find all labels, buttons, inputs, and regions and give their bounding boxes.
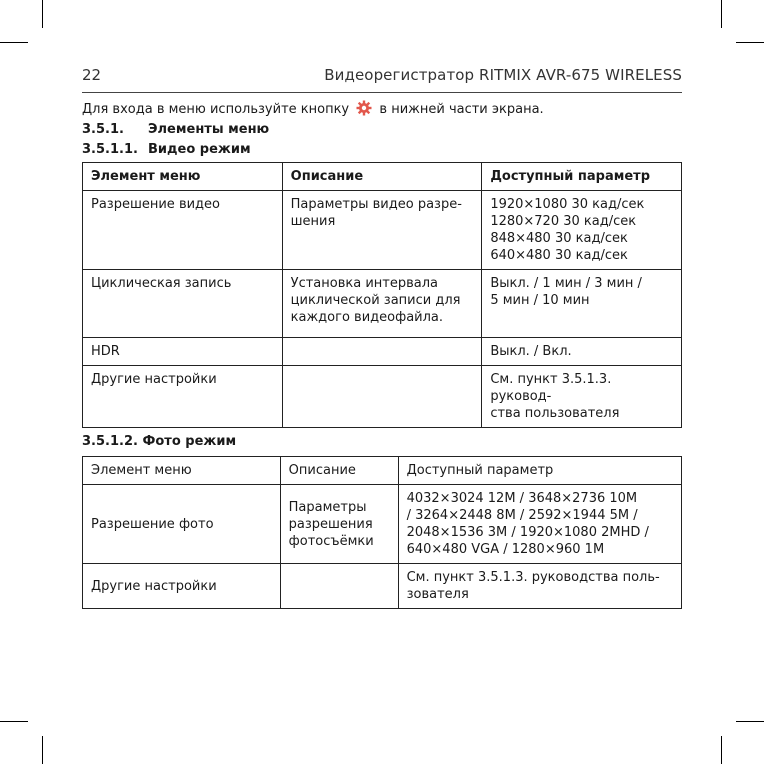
table-row xyxy=(83,338,682,366)
section-number: 3.5.1.1. xyxy=(82,142,138,157)
description-cell: Установка интервала циклической записи для каждого видеофайла. xyxy=(282,270,482,338)
parameter-line: Выкл. / 1 мин / 3 мин / xyxy=(490,276,642,291)
section-title: Элементы меню xyxy=(148,122,270,137)
column-header: Элемент меню xyxy=(83,163,283,191)
table-row xyxy=(83,270,682,338)
parameter-line: Выкл. / Вкл. xyxy=(490,344,572,359)
parameter-line: 848×480 30 кад/сек xyxy=(490,231,628,246)
description-line: Параметры xyxy=(288,499,367,515)
crop-mark-bottom-right-h xyxy=(736,721,764,722)
description-cell xyxy=(282,338,482,366)
crop-mark-bottom-left-h xyxy=(0,721,28,722)
menu-item-cell: Другие настройки xyxy=(83,564,281,609)
menu-item-cell: Циклическая запись xyxy=(83,270,283,338)
menu-item-cell: HDR xyxy=(83,338,283,366)
table-row xyxy=(83,564,682,609)
parameter-line: 5 мин / 10 мин xyxy=(490,293,590,308)
video-mode-table xyxy=(82,162,682,428)
parameter-line: См. пункт 3.5.1.3. руководства поль- xyxy=(406,570,660,585)
section-heading-3-5-1-2: 3.5.1.2. Фото режим xyxy=(82,434,237,449)
intro-text xyxy=(82,100,544,117)
parameter-line: зователя xyxy=(406,587,469,602)
section-number: 3.5.1. xyxy=(82,122,124,137)
parameter-line: 1280×720 30 кад/сек xyxy=(490,214,637,229)
crop-mark-top-left-v xyxy=(42,0,43,28)
parameter-line: 1920×1080 30 кад/сек xyxy=(490,197,645,212)
parameter-line: 2048×1536 3M / 1920×1080 2MHD / xyxy=(406,525,649,540)
parameter-cell xyxy=(482,191,682,270)
description-cell: Параметры видео разре- шения xyxy=(282,191,482,270)
crop-mark-bottom-left-v xyxy=(42,736,43,764)
crop-mark-top-left-h xyxy=(0,42,28,43)
parameter-line: ства пользователя xyxy=(490,406,620,421)
description-line: фотосъёмки xyxy=(288,533,374,549)
crop-mark-bottom-right-v xyxy=(721,736,722,764)
column-header: Элемент меню xyxy=(83,457,281,485)
parameter-cell xyxy=(482,338,682,366)
parameter-cell xyxy=(398,564,681,609)
description-cell xyxy=(282,366,482,428)
table-header-row xyxy=(83,457,682,485)
menu-item-cell: Другие настройки xyxy=(83,366,283,428)
parameter-line: / 3264×2448 8M / 2592×1944 5M / xyxy=(406,508,638,523)
table-row xyxy=(83,366,682,428)
menu-item-cell: Разрешение видео xyxy=(83,191,283,270)
table-row xyxy=(83,191,682,270)
crop-mark-top-right-v xyxy=(721,0,722,28)
parameter-line: 640×480 30 кад/сек xyxy=(490,248,628,263)
menu-item-cell: Разрешение фото xyxy=(83,485,281,564)
section-heading-3-5-1 xyxy=(82,122,269,137)
intro-before: Для входа в меню используйте кнопку xyxy=(82,102,350,117)
doc-title: Видеорегистратор RITMIX AVR-675 WIRELESS xyxy=(324,66,682,84)
section-heading-3-5-1-1 xyxy=(82,142,251,157)
description-line: разрешения xyxy=(288,516,373,532)
parameter-cell xyxy=(482,366,682,428)
column-header: Описание xyxy=(280,457,398,485)
column-header: Доступный параметр xyxy=(482,163,682,191)
header-divider xyxy=(82,92,682,93)
crop-mark-top-right-h xyxy=(736,42,764,43)
column-header: Доступный параметр xyxy=(398,457,681,485)
parameter-cell xyxy=(482,270,682,338)
section-title: Видео режим xyxy=(148,142,251,157)
description-cell xyxy=(280,485,398,564)
parameter-line: См. пункт 3.5.1.3. руковод- xyxy=(490,372,612,404)
column-header: Описание xyxy=(282,163,482,191)
table-header-row xyxy=(83,163,682,191)
table-row xyxy=(83,485,682,564)
description-cell xyxy=(280,564,398,609)
gear-icon xyxy=(356,100,372,116)
page-number: 22 xyxy=(82,66,102,84)
parameter-line: 4032×3024 12M / 3648×2736 10M xyxy=(406,491,638,506)
parameter-line: 640×480 VGA / 1280×960 1M xyxy=(406,542,605,557)
page-header xyxy=(82,66,682,86)
parameter-cell xyxy=(398,485,681,564)
photo-mode-table xyxy=(82,456,682,609)
intro-after: в нижней части экрана. xyxy=(379,102,544,117)
